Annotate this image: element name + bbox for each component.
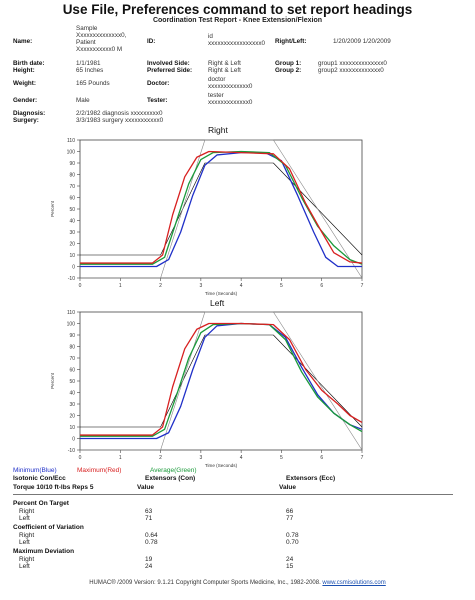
x-tick-label: 0 bbox=[78, 455, 82, 461]
x-tick-label: 3 bbox=[199, 283, 203, 289]
x-tick-label: 6 bbox=[320, 455, 324, 461]
section-title: Coefficient of Variation bbox=[13, 524, 84, 531]
left-chart-title: Left bbox=[210, 298, 225, 308]
y-tick-label: 0 bbox=[72, 264, 75, 271]
y-tick-label: 30 bbox=[69, 230, 75, 236]
y-tick-label: 70 bbox=[69, 184, 75, 190]
weight-label: Weight: bbox=[13, 80, 36, 87]
row-side: Right bbox=[19, 532, 35, 539]
row-side: Left bbox=[19, 539, 30, 546]
gender-value: Male bbox=[76, 97, 90, 104]
footer-copyright: HUMAC® /2009 Version: 9.1.21 Copyright Computer Sports Medicine, Inc., 1982-2008. bbox=[89, 580, 321, 586]
x-tick-label: 1 bbox=[118, 283, 122, 289]
average-line bbox=[80, 324, 362, 437]
y-tick-label: -10 bbox=[67, 276, 75, 282]
y-tick-label: -10 bbox=[67, 448, 75, 454]
maximum-line bbox=[80, 324, 362, 436]
x-tick-label: 3 bbox=[199, 455, 203, 461]
row-side: Left bbox=[19, 563, 30, 570]
legend-maximum: Maximum(Red) bbox=[77, 467, 122, 474]
row-con-value: 19 bbox=[145, 556, 153, 563]
legend-minimum: Minimum(Blue) bbox=[13, 467, 57, 474]
maximum-line bbox=[80, 152, 362, 264]
y-tick-label: 40 bbox=[69, 390, 75, 397]
row-ecc-value: 66 bbox=[286, 508, 294, 515]
name-label: Name: bbox=[13, 38, 33, 45]
y-tick-label: 80 bbox=[69, 344, 75, 351]
footer-link[interactable]: www.csmisolutions.com bbox=[322, 580, 386, 586]
y-tick-label: 10 bbox=[69, 253, 75, 259]
y-tick-label: 90 bbox=[69, 161, 75, 167]
y-axis-label: Percent bbox=[50, 373, 55, 389]
birth-date-label: Birth date: bbox=[13, 60, 45, 67]
legend-average: Average(Green) bbox=[150, 467, 197, 474]
x-tick-label: 7 bbox=[360, 283, 364, 289]
row-ecc-value: 77 bbox=[286, 515, 294, 522]
col1-header: Extensors (Con) bbox=[145, 475, 196, 482]
x-tick-label: 6 bbox=[320, 283, 324, 289]
x-tick-label: 4 bbox=[239, 283, 243, 289]
name-line-3: Patient bbox=[76, 39, 96, 46]
tester-label: Tester: bbox=[147, 97, 168, 104]
preferred-side-label: Preferred Side: bbox=[147, 67, 193, 74]
row-side: Left bbox=[19, 515, 30, 522]
group2-label: Group 2: bbox=[275, 67, 302, 74]
y-tick-label: 10 bbox=[69, 425, 75, 431]
row-con-value: 0.78 bbox=[145, 539, 158, 546]
surgery-value: 3/3/1983 surgery xxxxxxxxxxx0 bbox=[76, 117, 164, 124]
y-tick-label: 70 bbox=[69, 356, 75, 362]
target-inner-line bbox=[80, 335, 362, 427]
col1-subheader: Value bbox=[137, 484, 154, 491]
x-tick-label: 5 bbox=[280, 455, 283, 461]
row-con-value: 63 bbox=[145, 508, 153, 515]
left-chart bbox=[40, 306, 375, 471]
report-title: Use File, Preferences command to set report headings bbox=[62, 2, 413, 17]
test-type: Isotonic Con/Ecc bbox=[13, 475, 66, 482]
birth-date-value: 1/1/1981 bbox=[76, 60, 101, 67]
name-line-1: Sample bbox=[76, 25, 98, 32]
row-ecc-value: 0.70 bbox=[286, 539, 299, 546]
row-con-value: 71 bbox=[145, 515, 153, 522]
section-title: Percent On Target bbox=[13, 500, 69, 507]
x-tick-label: 2 bbox=[159, 283, 162, 289]
row-con-value: 24 bbox=[145, 563, 153, 570]
x-tick-label: 2 bbox=[159, 455, 162, 461]
y-tick-label: 40 bbox=[69, 218, 75, 225]
y-tick-label: 0 bbox=[72, 436, 75, 443]
target-outer-line bbox=[80, 312, 362, 450]
tester-line-2: xxxxxxxxxxxxx0 bbox=[208, 99, 253, 106]
plot-frame bbox=[80, 312, 362, 450]
x-tick-label: 0 bbox=[78, 283, 82, 289]
height-value: 65 Inches bbox=[76, 67, 104, 74]
diagnosis-value: 2/2/1982 diagnosis xxxxxxxxx0 bbox=[76, 110, 163, 117]
y-tick-label: 100 bbox=[66, 321, 75, 328]
x-axis-label: Time (Seconds) bbox=[204, 291, 238, 296]
y-tick-label: 20 bbox=[69, 241, 75, 248]
group1-value: group1 xxxxxxxxxxxxxx0 bbox=[318, 60, 387, 67]
y-axis-label: Percent bbox=[50, 201, 55, 217]
row-ecc-value: 24 bbox=[286, 556, 294, 563]
id-line-2: xxxxxxxxxxxxxxxxx0 bbox=[208, 40, 266, 47]
row-ecc-value: 0.78 bbox=[286, 532, 299, 539]
report-footer bbox=[0, 580, 475, 586]
y-tick-label: 60 bbox=[69, 195, 75, 202]
plot-frame bbox=[80, 140, 362, 278]
surgery-label: Surgery: bbox=[13, 117, 39, 124]
gender-label: Gender: bbox=[13, 97, 38, 104]
involved-side-label: Involved Side: bbox=[147, 60, 190, 67]
y-tick-label: 90 bbox=[69, 333, 75, 339]
row-con-value: 0.64 bbox=[145, 532, 158, 539]
col2-subheader: Value bbox=[279, 484, 296, 491]
test-detail: Torque 10/10 ft-lbs Reps 5 bbox=[13, 484, 94, 491]
tester-line-1: tester bbox=[208, 92, 224, 99]
minimum-line bbox=[80, 324, 362, 439]
involved-side-value: Right & Left bbox=[208, 60, 241, 67]
row-ecc-value: 15 bbox=[286, 563, 294, 570]
right-chart bbox=[40, 134, 375, 299]
y-tick-label: 60 bbox=[69, 367, 75, 374]
preferred-side-value: Right & Left bbox=[208, 67, 241, 74]
group1-label: Group 1: bbox=[275, 60, 302, 67]
id-label: ID: bbox=[147, 38, 156, 45]
average-line bbox=[80, 152, 362, 265]
x-axis-label: Time (Seconds) bbox=[204, 463, 238, 468]
row-side: Right bbox=[19, 508, 35, 515]
doctor-line-2: xxxxxxxxxxxxx0 bbox=[208, 83, 253, 90]
y-tick-label: 30 bbox=[69, 402, 75, 408]
minimum-line bbox=[80, 153, 362, 267]
row-side: Right bbox=[19, 556, 35, 563]
weight-value: 165 Pounds bbox=[76, 80, 110, 87]
right-left-label: Right/Left: bbox=[275, 38, 307, 45]
right-chart-title: Right bbox=[208, 125, 228, 135]
name-line-4: Xxxxxxxxxxx0 M bbox=[76, 46, 123, 53]
doctor-line-1: doctor bbox=[208, 76, 226, 83]
diagnosis-label: Diagnosis: bbox=[13, 110, 46, 117]
x-tick-label: 7 bbox=[360, 455, 364, 461]
doctor-label: Doctor: bbox=[147, 80, 170, 87]
y-tick-label: 50 bbox=[69, 379, 75, 385]
id-line-1: id bbox=[208, 33, 213, 40]
name-line-2: Xxxxxxxxxxxxxx0, bbox=[76, 32, 127, 39]
section-title: Maximum Deviation bbox=[13, 548, 75, 555]
target-inner-line bbox=[80, 163, 362, 255]
y-tick-label: 20 bbox=[69, 413, 75, 420]
x-tick-label: 5 bbox=[280, 283, 283, 289]
y-tick-label: 110 bbox=[67, 138, 75, 144]
table-divider bbox=[13, 494, 453, 495]
col2-header: Extensors (Ecc) bbox=[286, 475, 336, 482]
x-tick-label: 4 bbox=[239, 455, 243, 461]
x-tick-label: 1 bbox=[118, 455, 122, 461]
target-outer-line bbox=[80, 140, 362, 278]
y-tick-label: 50 bbox=[69, 207, 75, 213]
right-left-value: 1/20/2009 1/20/2009 bbox=[333, 38, 391, 45]
height-label: Height: bbox=[13, 67, 35, 74]
y-tick-label: 80 bbox=[69, 172, 75, 179]
y-tick-label: 110 bbox=[67, 310, 75, 316]
group2-value: group2 xxxxxxxxxxxxx0 bbox=[318, 67, 384, 74]
report-subtitle: Coordination Test Report - Knee Extension/Flexion bbox=[152, 17, 323, 24]
y-tick-label: 100 bbox=[66, 149, 75, 156]
